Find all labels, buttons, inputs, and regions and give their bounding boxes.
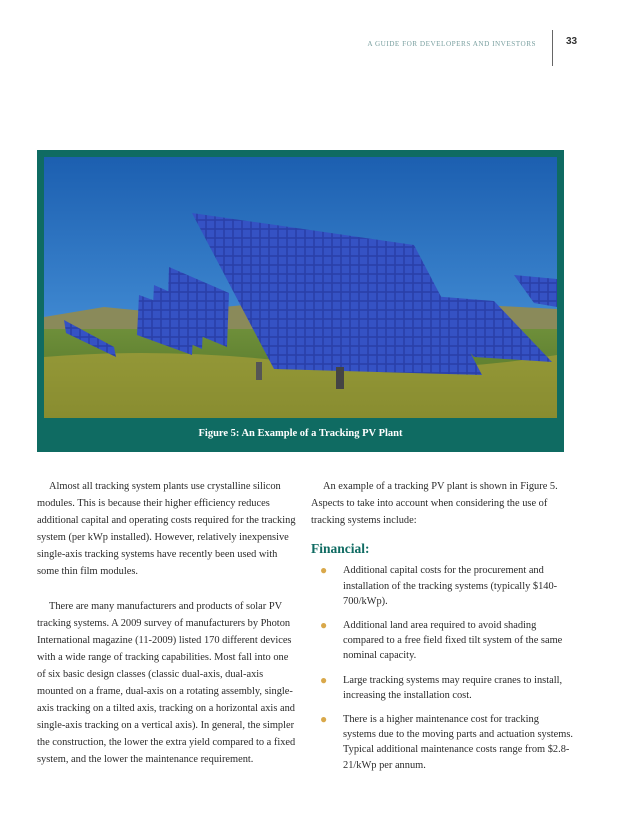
paragraph-manufacturers: There are many manufacturers and products of solar PV tracking systems. A 2009 survey of manufacturers by Photon International magazine (11-2009) listed 170 different devices with a wide range of tracking capabilities. Most fall into one of six basic design classes (classic dual-axis, dual-axis mounted on a frame, dual-axis on a rotating assembly, single-axis tracking on a tilted axis, tracking on a horizontal axis and single-axis tracking on a vertical axis). In general, the simpler the construction, the lower the extra yield compared to a fixed system, and the lower the maintenance requirement. bbox=[37, 600, 296, 766]
list-item: ● There is a higher maintenance cost for tracking systems due to the moving parts and actuation systems. Typical additional maintenance costs range from $2.8-21/kWp per annum. bbox=[320, 712, 574, 771]
figure-caption: Figure 5: An Example of a Tracking PV Plant bbox=[198, 428, 403, 439]
bullet-dot-icon: ● bbox=[320, 563, 328, 578]
bullet-dot-icon: ● bbox=[320, 672, 328, 687]
list-item: ● Additional capital costs for the procurement and installation of the tracking systems (typically $140-700/kWp). bbox=[320, 563, 558, 607]
financial-bullet-list bbox=[311, 563, 573, 772]
subheading-financial: Financial: bbox=[311, 541, 370, 557]
bullet-dot-icon: ● bbox=[320, 712, 328, 726]
paragraph-crystalline-silicon: Almost all tracking system plants use crystalline silicon modules. This is because their higher efficiency reduces additional capital and operating costs required for the tracking system (per kWp installed). However, relatively inexpensive single-axis tracking systems have recently been used with some thin film modules. bbox=[37, 481, 296, 578]
paragraph-intro: An example of a tracking PV plant is shown in Figure 5. Aspects to take into account when considering the use of tracking systems include: bbox=[311, 481, 558, 527]
list-item: ● Additional land area required to avoid shading compared to a free field fixed tilt system of the same nominal capacity. bbox=[320, 617, 563, 662]
tracking-pv-plant-photo bbox=[44, 157, 557, 418]
header-divider bbox=[552, 30, 553, 66]
left-column bbox=[37, 478, 299, 769]
right-column bbox=[311, 478, 573, 782]
figure-frame bbox=[37, 150, 564, 452]
bullet-dot-icon: ● bbox=[320, 617, 328, 632]
running-header-title: A GUIDE FOR DEVELOPERS AND INVESTORS bbox=[367, 40, 536, 48]
page-number: 33 bbox=[566, 36, 578, 47]
list-item: ● Large tracking systems may require cranes to install, increasing the installation cost. bbox=[320, 672, 563, 701]
